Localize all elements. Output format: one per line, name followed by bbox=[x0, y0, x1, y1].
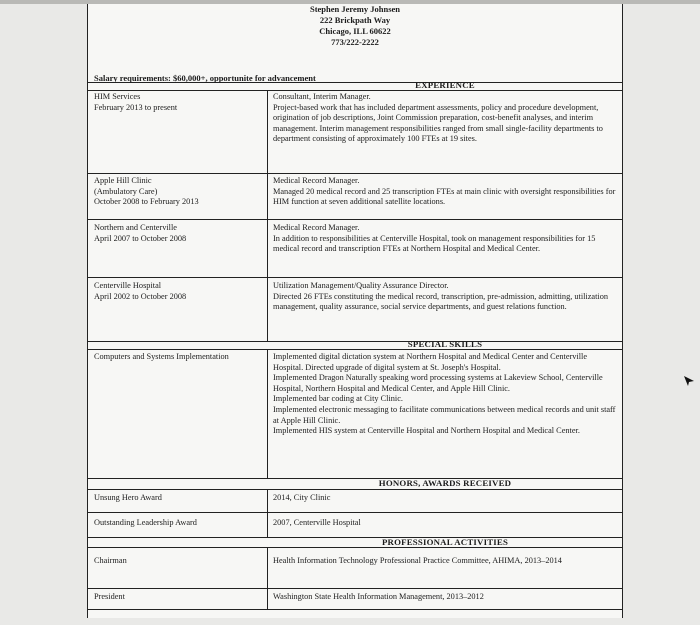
role-detail: Washington State Health Information Management, 2013–2012 bbox=[273, 592, 484, 601]
experience-description: Medical Record Manager. In addition to responsibilities at Centerville Hospital, took on management responsibilities for 15 medical record and transcription FTEs at Northern Hospital and Medical Center. bbox=[273, 223, 596, 254]
table-rule bbox=[88, 512, 622, 513]
skills-description: Implemented digital dictation system at Northern Hospital and Medical Center and Centerville Hospital. Directed upgrade of digital system at St. Joseph's Hospital. Implemented Dragon Naturally speaking word processing systems at Lakeview School, Centerville Hospital, Northern Hospital and Medical Center, and Apple Hill Clinic. Implemented bar coding at City Clinic. Implemented electronic messaging to facilitate communications between medical records and unit staff at Apple Hill Clinic. Implemented HIS system at Centerville Hospital and Northern Hospital and Medical Center. bbox=[273, 352, 616, 436]
experience-description: Medical Record Manager. Managed 20 medical record and 25 transcription FTEs at main clinic with oversight responsibilities for HIM function at seven additional satellite locations. bbox=[273, 176, 616, 207]
experience-description: Consultant, Interim Manager. Project-based work that has included department assessments, policy and procedure development, origination of job descriptions, Joint Commission preparation, cost-benefit analyses, and interim management. Interim management responsibilities ranged from small single-facility departments to department consisting of approximately 100 FTEs at 19 sites. bbox=[273, 92, 603, 144]
table-rule bbox=[88, 277, 622, 278]
applicant-name: Stephen Jeremy Johnsen bbox=[309, 4, 401, 14]
role-title: Chairman bbox=[94, 556, 127, 565]
mouse-cursor-icon bbox=[683, 375, 695, 387]
role-title: President bbox=[94, 592, 125, 601]
resume-page bbox=[87, 4, 623, 618]
salary-requirements: Salary requirements: $60,000+, opportunite for advancement bbox=[94, 73, 316, 83]
skills-category: Computers and Systems Implementation bbox=[94, 352, 229, 361]
experience-employer: Centerville Hospital April 2002 to October 2008 bbox=[94, 281, 187, 301]
column-divider bbox=[267, 547, 268, 609]
experience-employer: Apple Hill Clinic (Ambulatory Care) October 2008 to February 2013 bbox=[94, 176, 199, 207]
section-professional: PROFESSIONAL ACTIVITIES bbox=[381, 537, 509, 547]
table-rule bbox=[88, 489, 622, 490]
table-rule bbox=[88, 609, 622, 610]
section-special-skills: SPECIAL SKILLS bbox=[407, 339, 483, 349]
resume-header bbox=[88, 4, 622, 48]
table-rule bbox=[88, 90, 622, 91]
award-name: Outstanding Leadership Award bbox=[94, 518, 197, 527]
award-name: Unsung Hero Award bbox=[94, 493, 162, 502]
experience-employer: HIM Services February 2013 to present bbox=[94, 92, 178, 112]
section-experience: EXPERIENCE bbox=[415, 80, 475, 90]
applicant-address: 222 Brickpath Way bbox=[319, 15, 391, 25]
applicant-phone: 773/222-2222 bbox=[331, 37, 379, 47]
experience-employer: Northern and Centerville April 2007 to October 2008 bbox=[94, 223, 187, 243]
column-divider bbox=[267, 349, 268, 478]
section-honors: HONORS, AWARDS RECEIVED bbox=[378, 478, 512, 488]
column-divider bbox=[267, 489, 268, 537]
table-rule bbox=[88, 588, 622, 589]
applicant-city: Chicago, ILL 60622 bbox=[319, 26, 391, 36]
column-divider bbox=[267, 90, 268, 341]
table-rule bbox=[88, 349, 622, 350]
experience-description: Utilization Management/Quality Assurance Director. Directed 26 FTEs constituting the medical record, transcription, pre-admission, admitting, utilization management, quality assurance, social service departments, and guest relations function. bbox=[273, 281, 609, 312]
table-rule bbox=[88, 173, 622, 174]
table-rule bbox=[88, 547, 622, 548]
award-detail: 2007, Centerville Hospital bbox=[273, 518, 361, 527]
table-rule bbox=[88, 219, 622, 220]
award-detail: 2014, City Clinic bbox=[273, 493, 331, 502]
role-detail: Health Information Technology Professional Practice Committee, AHIMA, 2013–2014 bbox=[273, 556, 562, 565]
